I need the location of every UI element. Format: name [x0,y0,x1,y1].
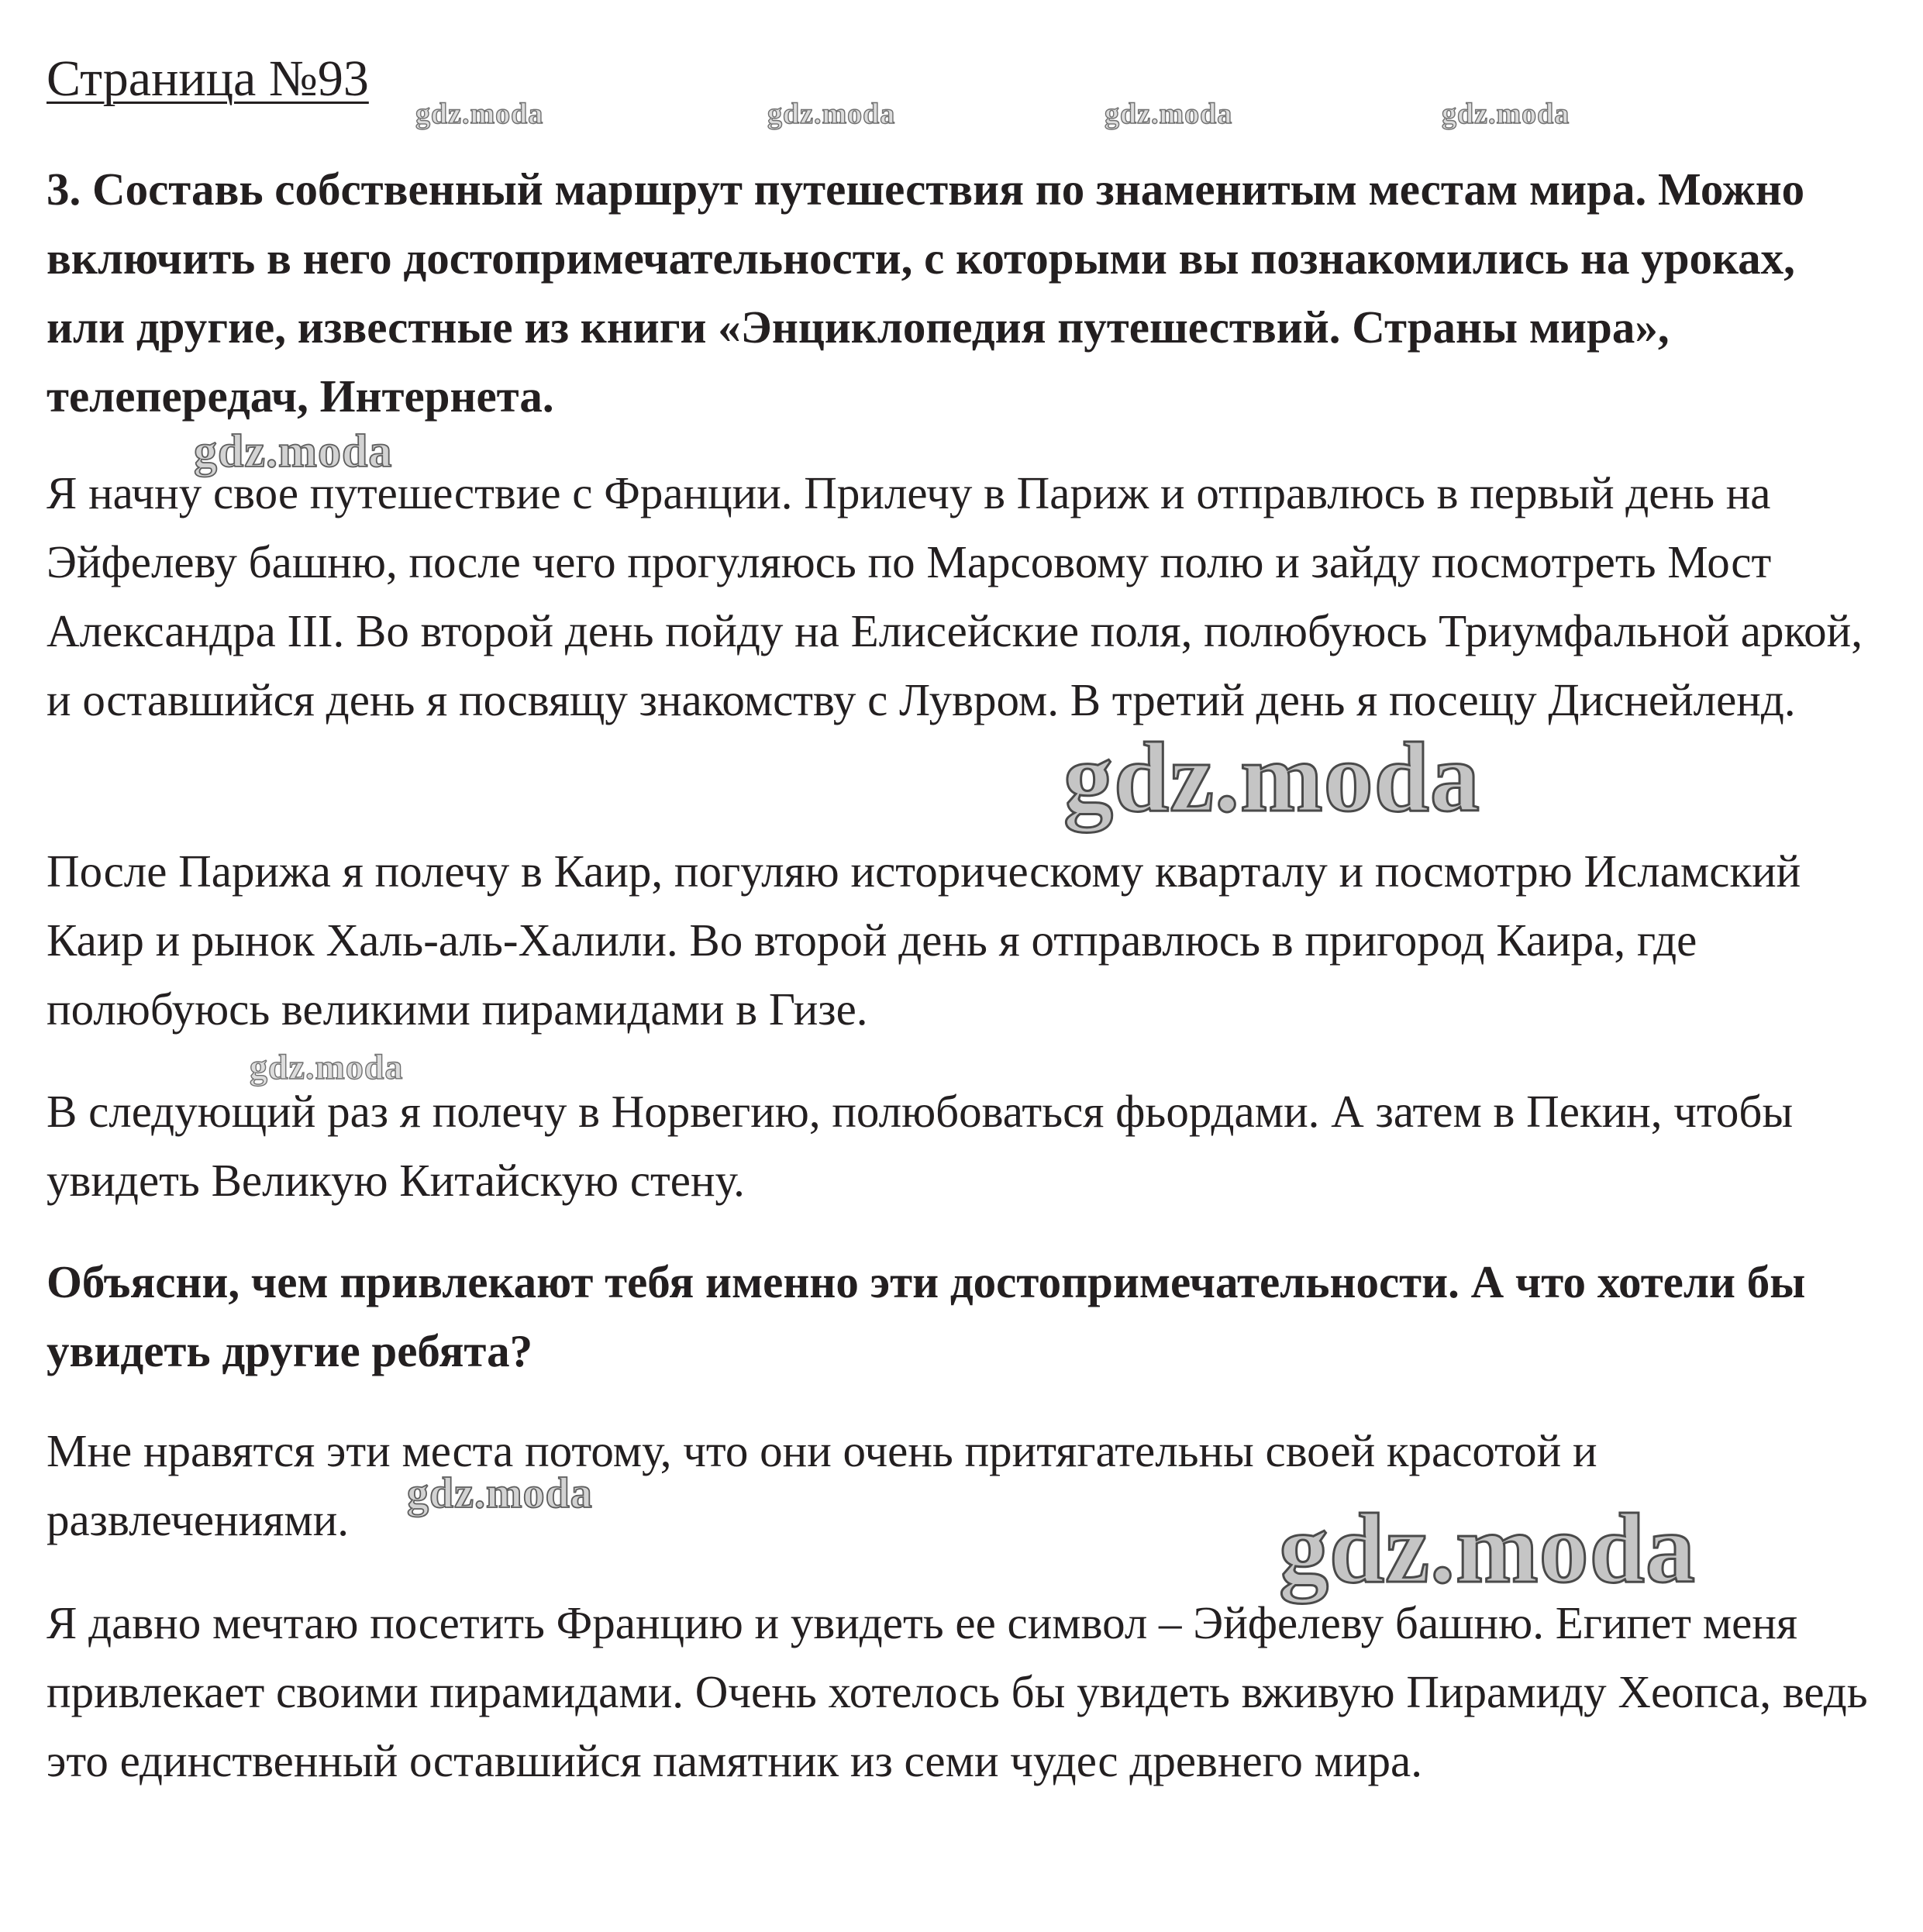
answer-paragraph-cairo: После Парижа я полечу в Каир, погуляю историческому кварталу и посмотрю Исламский Каир и рынок Халь-аль-Халили. Во второй день я отправлюсь в пригород Каира, где полюбуюсь великими пирамидами в Гизе. [47,845,1801,1035]
task-heading: 3. Составь собственный маршрут путешествия по знаменитым местам мира. Можно включить в него достопримечательности, с которыми вы познакомились на уроках, или другие, известные из книги «Энциклопедия путешествий. Страны мира», телепередач, Интернета. [47,164,1805,422]
watermark-logo: gdz.moda [1442,98,1570,130]
watermark-logo: gdz.moda [1063,722,1480,832]
answer-paragraph-france: Я начну свое путешествие с Франции. Прилечу в Париж и отправлюсь в первый день на Эйфелеву башню, после чего прогуляюсь по Марсовому полю и зайду посмотреть Мост Александра III. Во второй день пойду на Елисейские поля, полюбуюсь Триумфальной аркой, и оставшийся день я посвящу знакомству с Лувром. В третий день я посещу Диснейленд. [47,467,1863,725]
question-heading: Объясни, чем привлекают тебя именно эти достопримечательности. А что хотели бы увидеть другие ребята? [47,1256,1806,1376]
watermark-logo: gdz.moda [1105,98,1233,130]
watermark-logo: gdz.moda [415,98,544,130]
page-title: Страница №93 [47,50,369,107]
answer-paragraph-reason: Мне нравятся эти места потому, что они очень притягательны своей красотой и развлечениями. [47,1425,1597,1545]
watermark-logo: gdz.moda [767,98,896,130]
watermark-logo: gdz.moda [407,1469,593,1517]
watermark-logo: gdz.moda [194,425,393,477]
answer-paragraph-norway-beijing: В следующий раз я полечу в Норвегию, полюбоваться фьордами. А затем в Пекин, чтобы увидеть Великую Китайскую стену. [47,1086,1794,1206]
watermark-logo: gdz.moda [250,1047,404,1087]
answer-paragraph-dream: Я давно мечтаю посетить Францию и увидеть ее символ – Эйфелеву башню. Египет меня привлекает своими пирамидами. Очень хотелось бы увидеть вживую Пирамиду Хеопса, ведь это единственный оставшийся памятник из семи чудес древнего мира. [47,1597,1868,1786]
watermark-logo: gdz.moda [1279,1493,1696,1603]
